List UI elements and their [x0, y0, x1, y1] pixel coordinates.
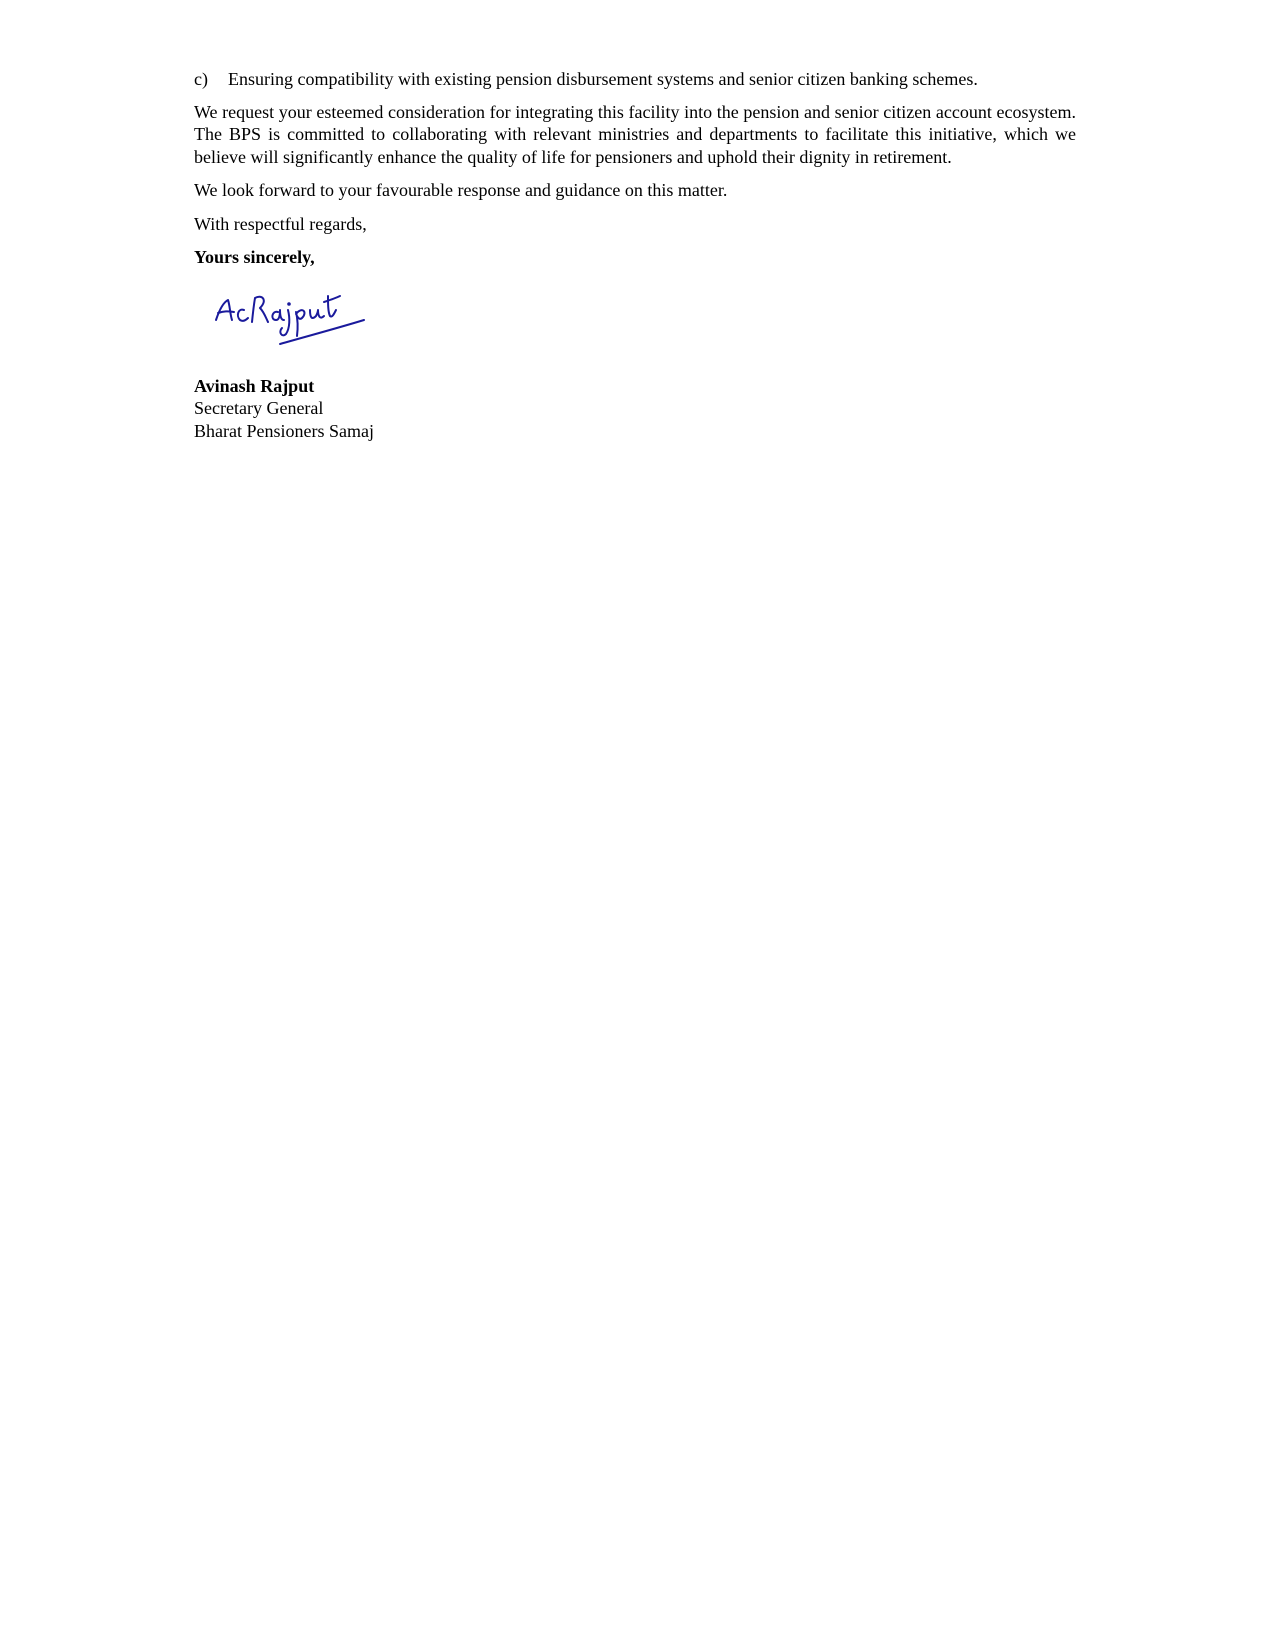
letter-body — [194, 68, 1076, 442]
closing-line: Yours sincerely, — [194, 247, 315, 267]
signatory-name: Avinash Rajput — [194, 375, 315, 396]
regards-line: With respectful regards, — [194, 213, 367, 234]
signatory-title: Secretary General — [194, 398, 324, 418]
list-item-c — [194, 68, 1076, 91]
handwritten-signature — [194, 280, 1076, 375]
signatory-block — [194, 375, 1076, 443]
signature-image — [208, 280, 368, 350]
signatory-organization: Bharat Pensioners Samaj — [194, 420, 374, 441]
look-forward-paragraph: We look forward to your favourable response and guidance on this matter. — [194, 180, 728, 200]
list-item-text: Ensuring compatibility with existing pension disbursement systems and senior citizen banking schemes. — [228, 69, 978, 89]
request-paragraph: We request your esteemed consideration for integrating this facility into the pension and senior citizen account ecosystem. The BPS is committed to collaborating with relevant ministries and departments to facilitate this initiative, which we believe will significantly enhance the quality of life for pensioners and uphold their dignity in retirement. — [194, 101, 1076, 167]
list-marker: c) — [194, 69, 208, 89]
